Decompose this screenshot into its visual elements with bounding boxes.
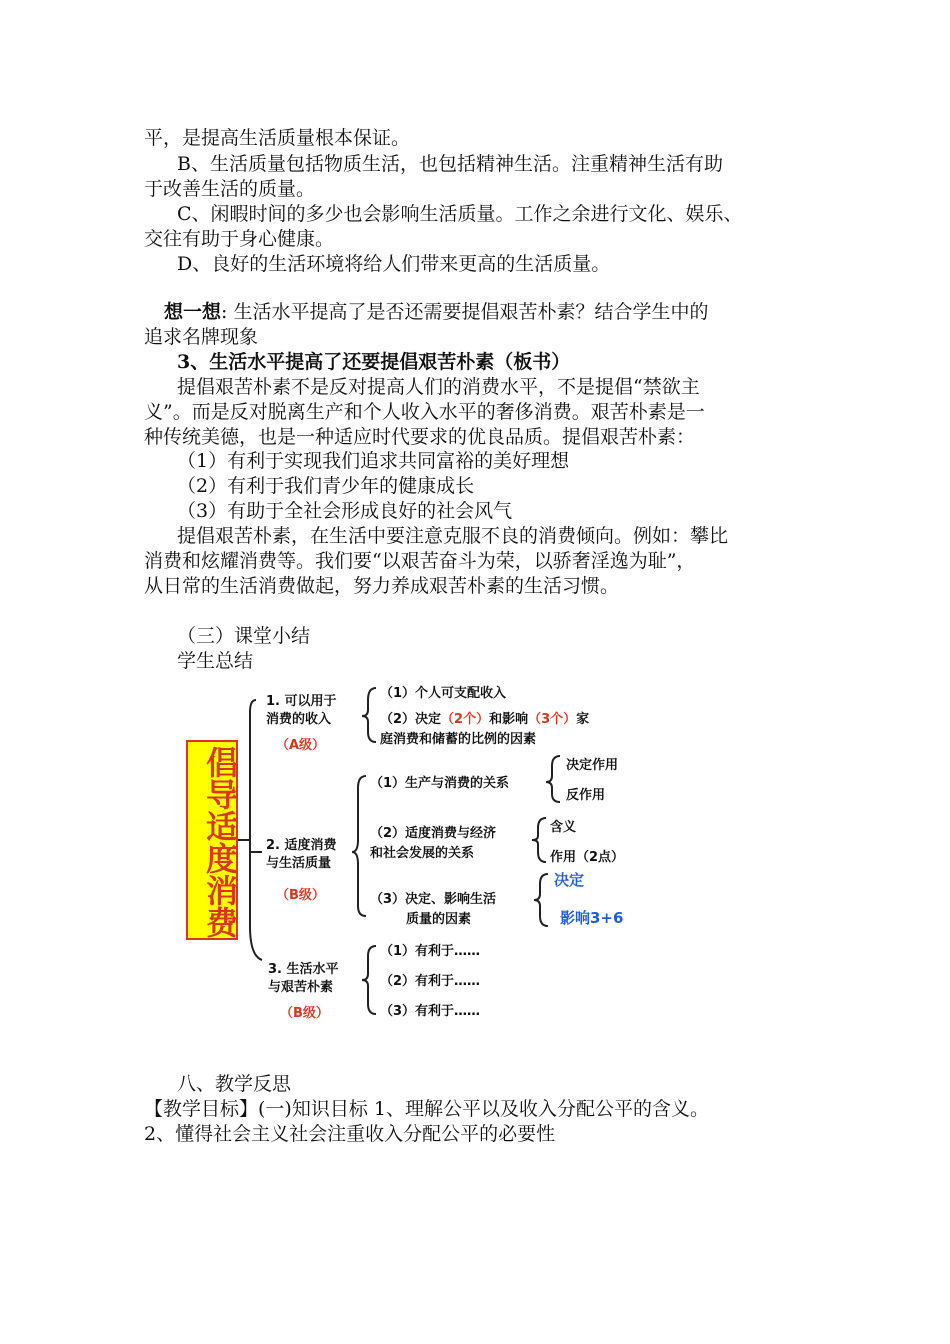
branch-1-item-2: （2）决定（2个）和影响（3个）家: [380, 712, 590, 727]
paragraph-line: 种传统美德，也是一种适应时代要求的优良品质。提倡艰苦朴素：: [144, 426, 696, 448]
branch-2-item-3b: 质量的因素: [406, 912, 472, 927]
paragraph-line: 于改善生活的质量。: [144, 178, 316, 200]
branch-3-item-1: （1）有利于……: [380, 944, 481, 959]
paragraph-line: 从日常的生活消费做起，努力养成艰苦朴素的生活习惯。: [144, 575, 620, 597]
think-label: 想一想: [164, 301, 222, 323]
think-text: : 生活水平提高了是否还需要提倡艰苦朴素？结合学生中的: [221, 301, 709, 323]
branch-2-item-2c: 含义: [550, 820, 577, 835]
branch-2-item-2a: （2）适度消费与经济: [370, 826, 497, 841]
paragraph-line: 学生总结: [177, 650, 254, 672]
paragraph-line: 交往有助于身心健康。: [144, 228, 335, 250]
mind-map-title: 倡导适度消费: [201, 746, 239, 938]
paragraph-line: 追求名牌现象: [144, 326, 259, 348]
branch-3-item-2: （2）有利于……: [380, 974, 481, 989]
paragraph-line: D、良好的生活环境将给人们带来更高的生活质量。: [177, 253, 611, 275]
branch-3-line2: 与艰苦朴素: [268, 980, 334, 995]
branch-2-item-2b: 和社会发展的关系: [370, 846, 475, 861]
paragraph-line: B、生活质量包括物质生活，也包括精神生活。注重精神生活有助: [177, 153, 723, 175]
mind-map-title-box: [186, 740, 238, 940]
branch-1-level: （A级）: [276, 738, 326, 753]
paragraph-line: （3）有助于全社会形成良好的社会风气: [177, 500, 513, 522]
branch-2-line1: 2. 适度消费: [266, 838, 337, 853]
paragraph-line: 义”。而是反对脱离生产和个人收入水平的奢侈消费。艰苦朴素是一: [144, 401, 705, 423]
paragraph-line: （2）有利于我们青少年的健康成长: [177, 475, 475, 497]
paragraph-line: （1）有利于实现我们追求共同富裕的美好理想: [177, 450, 570, 472]
branch-1-line2: 消费的收入: [266, 712, 332, 727]
think-line: [164, 300, 708, 324]
paragraph-line: 平，是提高生活质量根本保证。: [144, 127, 411, 149]
branch-2-line2: 与生活质量: [266, 856, 332, 871]
paragraph-line: 2、懂得社会主义社会注重收入分配公平的必要性: [144, 1123, 556, 1145]
paragraph-line: 提倡艰苦朴素不是反对提高人们的消费水平，不是提倡“禁欲主: [177, 376, 700, 398]
branch-1-item-1: （1）个人可支配收入: [380, 686, 507, 701]
branch-3-level: （B级）: [280, 1006, 329, 1021]
branch-2-level: （B级）: [276, 888, 325, 903]
branch-2-item-1: （1）生产与消费的关系: [370, 776, 510, 791]
paragraph-line: 【教学目标】(一)知识目标 1、理解公平以及收入分配公平的含义。: [144, 1098, 709, 1120]
branch-3-item-3: （3）有利于……: [380, 1004, 481, 1019]
branch-1-item-2-cont: 庭消费和储蓄的比例的因素: [380, 732, 537, 747]
branch-2-item-3c: 决定: [554, 871, 585, 889]
paragraph-line: C、闲暇时间的多少也会影响生活质量。工作之余进行文化、娱乐、: [177, 203, 743, 225]
branch-1-line1: 1. 可以用于: [266, 694, 337, 709]
branch-2-item-2d: 作用（2点）: [550, 850, 625, 865]
branch-2-item-1a: 决定作用: [566, 758, 619, 773]
paragraph-line: 消费和炫耀消费等。我们要“以艰苦奋斗为荣，以骄奢淫逸为耻”，: [144, 550, 696, 572]
paragraph-line: 提倡艰苦朴素，在生活中要注意克服不良的消费倾向。例如：攀比: [177, 525, 729, 547]
mind-map: [180, 680, 640, 1032]
branch-2-item-1b: 反作用: [566, 788, 606, 803]
section-heading: 八、教学反思: [177, 1073, 292, 1095]
section-heading: 3、生活水平提高了还要提倡艰苦朴素（板书）: [177, 351, 571, 373]
branch-2-item-3a: （3）决定、影响生活: [370, 892, 497, 907]
branch-3-line1: 3. 生活水平: [268, 962, 339, 977]
branch-2-item-3d: 影响3+6: [560, 909, 624, 927]
subheading: （三）课堂小结: [177, 625, 311, 647]
